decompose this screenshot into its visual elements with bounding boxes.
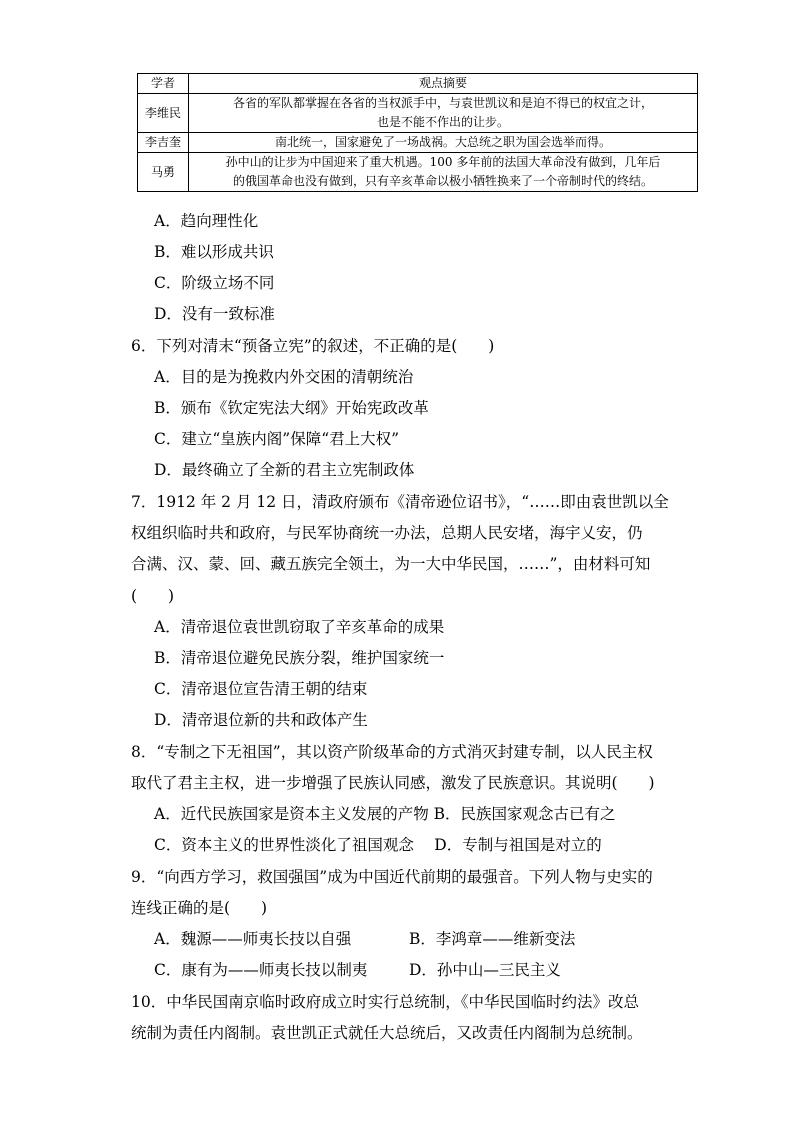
table-row	[138, 133, 698, 153]
row-scholar: 李吉奎	[138, 133, 189, 153]
q9-option-a: A．魏源——师夷长技以自强	[154, 930, 352, 948]
row-scholar: 李维民	[138, 94, 189, 133]
q6-option-c: C．建立“皇族内阁”保障“君上大权”	[154, 430, 400, 448]
header-summary: 观点摘要	[189, 74, 698, 94]
q8-stem-line1: 8．“专制之下无祖国”，其以资产阶级革命的方式消灭封建专制，以人民主权	[131, 743, 653, 761]
q8-options-cd: C．资本主义的世界性淡化了祖国观念 D．专制与祖国是对立的	[154, 836, 602, 854]
row-summary	[189, 94, 698, 133]
table-row	[138, 153, 698, 192]
q6-option-a: A．目的是为挽救内外交困的清朝统治	[154, 368, 414, 386]
q7-option-b: B．清帝退位避免民族分裂，维护国家统一	[154, 649, 445, 667]
q6-option-b: B．颁布《钦定宪法大纲》开始宪政改革	[154, 399, 429, 417]
row-summary	[189, 133, 698, 153]
table-row	[138, 94, 698, 133]
q5-option-a: A．趋向理性化	[154, 212, 259, 230]
q10-stem-line2: 统制为责任内阁制。袁世凯正式就任大总统后，又改责任内阁制为总统制。	[131, 1024, 643, 1042]
summary-line: 各省的军队都掌握在各省的当权派手中，与袁世凯议和是迫不得已的权宜之计，	[232, 96, 653, 110]
q5-option-b: B．难以形成共识	[154, 243, 274, 261]
q7-stem-line3: 合满、汉、蒙、回、藏五族完全领土，为一大中华民国，……”，由材料可知	[131, 555, 651, 573]
header-scholar: 学者	[138, 74, 189, 94]
q7-stem-line1: 7．1912 年 2 月 12 日，清政府颁布《清帝逊位诏书》，“……即由袁世凯以全	[131, 493, 669, 511]
q8-options-ab: A．近代民族国家是资本主义发展的产物 B．民族国家观念古已有之	[154, 805, 616, 823]
summary-line: 的俄国革命也没有做到，只有辛亥革命以极小牺牲换来了一个帝制时代的终结。	[232, 174, 653, 188]
summary-line: 孙中山的让步为中国迎来了重大机遇。100 多年前的法国大革命没有做到，几年后	[225, 155, 661, 169]
q9-option-d: D．孙中山—三民主义	[409, 961, 561, 979]
summary-line: 南北统一，国家避免了一场战祸。大总统之职为国会选举而得。	[274, 135, 611, 149]
q7-option-d: D．清帝退位新的共和政体产生	[154, 711, 368, 729]
q8-stem-line2: 取代了君主主权，进一步增强了民族认同感，激发了民族意识。其说明( )	[131, 774, 655, 792]
q10-stem-line1: 10．中华民国南京临时政府成立时实行总统制，《中华民国临时约法》改总	[131, 993, 639, 1011]
summary-line: 也是不能不作出的让步。	[376, 115, 509, 129]
q9-option-b: B．李鸿章——维新变法	[409, 930, 576, 948]
q6-option-d: D．最终确立了全新的君主立宪制政体	[154, 461, 415, 479]
q7-option-c: C．清帝退位宣告清王朝的结束	[154, 680, 368, 698]
q9-option-c: C．康有为——师夷长技以制夷	[154, 961, 368, 979]
q9-stem-line2: 连线正确的是( )	[131, 899, 268, 917]
row-scholar: 马勇	[138, 153, 189, 192]
table-header-row	[138, 74, 698, 94]
q6-stem: 6．下列对清末“预备立宪”的叙述，不正确的是( )	[131, 337, 495, 355]
scholar-views-table	[137, 73, 698, 192]
row-summary	[189, 153, 698, 192]
q7-stem-line2: 权组织临时共和政府，与民军协商统一办法，总期人民安堵，海宇乂安，仍	[131, 524, 643, 542]
q7-stem-line4: ( )	[131, 587, 175, 605]
q9-stem-line1: 9．“向西方学习，救国强国”成为中国近代前期的最强音。下列人物与史实的	[131, 868, 653, 886]
q5-option-d: D．没有一致标准	[154, 305, 275, 323]
q7-option-a: A．清帝退位袁世凯窃取了辛亥革命的成果	[154, 618, 445, 636]
q5-option-c: C．阶级立场不同	[154, 274, 275, 292]
